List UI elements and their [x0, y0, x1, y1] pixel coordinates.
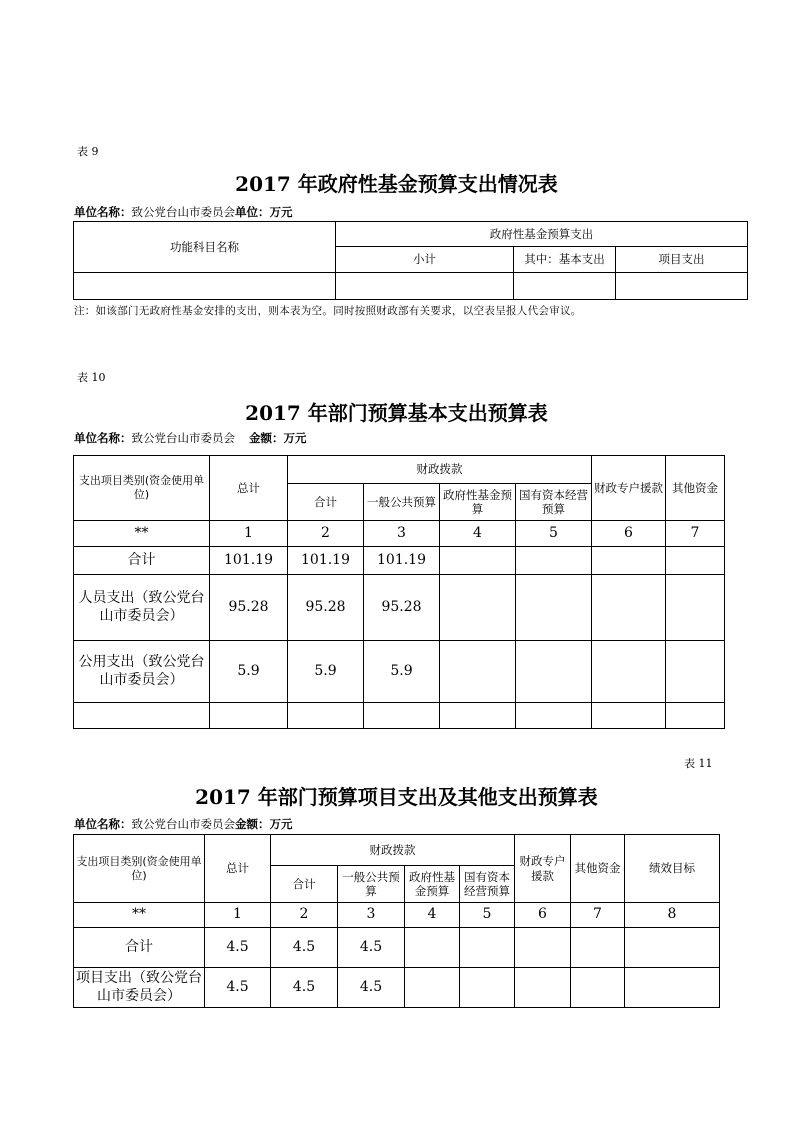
- index-cell: 7: [571, 903, 625, 928]
- header-group: 政府性基金预算支出: [336, 222, 748, 247]
- amount-label: 金额：: [235, 817, 270, 831]
- header-sum: 合计: [288, 484, 364, 521]
- table11-unit-line: [74, 816, 293, 832]
- amount-label: 金额：: [249, 431, 284, 445]
- header-general: 一般公共预算: [338, 866, 405, 903]
- header-special-aid: 财政专户援款: [515, 835, 571, 903]
- row-general: 95.28: [364, 575, 440, 641]
- index-cell: 8: [625, 903, 720, 928]
- unit-name-value: 致公党台山市委员会: [131, 817, 235, 831]
- row-sum: 4.5: [271, 968, 338, 1008]
- table-row: [74, 641, 725, 703]
- header-basic: 其中：基本支出: [514, 247, 616, 273]
- unit-value: 万元: [269, 817, 293, 831]
- row-total: 101.19: [210, 547, 288, 575]
- row-name: 项目支出（致公党台山市委员会）: [74, 968, 205, 1008]
- index-cell: **: [74, 521, 210, 547]
- table9: [73, 221, 748, 300]
- index-cell: 2: [271, 903, 338, 928]
- unit-name-value: 致公党台山市委员会: [131, 431, 235, 445]
- row-total: 4.5: [205, 928, 271, 968]
- row-total: 95.28: [210, 575, 288, 641]
- row-general: 5.9: [364, 641, 440, 703]
- row-general: 101.19: [364, 547, 440, 575]
- header-gov-fund: 政府性基金预算: [405, 866, 460, 903]
- index-cell: 7: [666, 521, 725, 547]
- table-row: [74, 575, 725, 641]
- header-category: 支出项目类别(资金使用单位): [74, 456, 210, 521]
- table-row: [74, 928, 720, 968]
- header-general: 一般公共预算: [364, 484, 440, 521]
- index-cell: **: [74, 903, 205, 928]
- header-total: 总计: [205, 835, 271, 903]
- index-cell: 1: [210, 521, 288, 547]
- row-sum: 101.19: [288, 547, 364, 575]
- header-special-aid: 财政专户援款: [592, 456, 666, 521]
- table11-label: 表 11: [684, 757, 713, 770]
- unit-value: 万元: [283, 431, 307, 445]
- unit-label: 单位：: [235, 205, 270, 219]
- header-other: 其他资金: [666, 456, 725, 521]
- header-gov-fund: 政府性基金预算: [440, 484, 516, 521]
- header-state-capital: 国有资本经营预算: [460, 866, 515, 903]
- table9-label: 表 9: [77, 145, 99, 158]
- header-state-capital: 国有资本经营预算: [516, 484, 592, 521]
- empty-cell: [336, 273, 514, 300]
- table9-unit-line: [74, 204, 293, 220]
- table11: [73, 834, 720, 1008]
- header-sum: 合计: [271, 866, 338, 903]
- row-name: 人员支出（致公党台山市委员会）: [74, 575, 210, 641]
- index-cell: 5: [460, 903, 515, 928]
- index-cell: 1: [205, 903, 271, 928]
- table-row: [74, 703, 725, 729]
- unit-name-label: 单位名称：: [74, 205, 132, 219]
- index-cell: 6: [515, 903, 571, 928]
- row-name: 合计: [74, 928, 205, 968]
- empty-cell: [74, 273, 336, 300]
- unit-name-value: 致公党台山市委员会: [131, 205, 235, 219]
- header-target: 绩效目标: [625, 835, 720, 903]
- table-row: [74, 547, 725, 575]
- index-cell: 3: [364, 521, 440, 547]
- header-project: 项目支出: [616, 247, 748, 273]
- row-sum: 95.28: [288, 575, 364, 641]
- header-subject: 功能科目名称: [74, 222, 336, 273]
- empty-cell: [616, 273, 748, 300]
- header-total: 总计: [210, 456, 288, 521]
- header-other: 其他资金: [571, 835, 625, 903]
- table-row: [74, 968, 720, 1008]
- row-sum: 5.9: [288, 641, 364, 703]
- unit-name-label: 单位名称：: [74, 431, 132, 445]
- row-sum: 4.5: [271, 928, 338, 968]
- header-subtotal: 小计: [336, 247, 514, 273]
- row-general: 4.5: [338, 968, 405, 1008]
- header-group: 财政拨款: [288, 456, 592, 484]
- row-total: 4.5: [205, 968, 271, 1008]
- row-name: 合计: [74, 547, 210, 575]
- index-cell: 3: [338, 903, 405, 928]
- empty-cell: [514, 273, 616, 300]
- table9-title: 2017 年政府性基金预算支出情况表: [235, 172, 558, 196]
- index-cell: 2: [288, 521, 364, 547]
- table10: [73, 455, 725, 729]
- index-cell: 4: [440, 521, 516, 547]
- header-group: 财政拨款: [271, 835, 515, 866]
- table10-unit-line: [74, 430, 307, 446]
- table10-title: 2017 年部门预算基本支出预算表: [245, 401, 548, 425]
- row-total: 5.9: [210, 641, 288, 703]
- row-general: 4.5: [338, 928, 405, 968]
- unit-name-label: 单位名称：: [74, 817, 132, 831]
- index-cell: 5: [516, 521, 592, 547]
- index-cell: 4: [405, 903, 460, 928]
- table11-title: 2017 年部门预算项目支出及其他支出预算表: [195, 785, 598, 809]
- unit-value: 万元: [269, 205, 293, 219]
- table10-label: 表 10: [77, 371, 106, 384]
- row-name: 公用支出（致公党台山市委员会）: [74, 641, 210, 703]
- index-cell: 6: [592, 521, 666, 547]
- table9-note: 注：如该部门无政府性基金安排的支出，则本表为空。同时按照财政部有关要求，以空表呈报人代会审议。: [74, 305, 582, 317]
- header-category: 支出项目类别(资金使用单位): [74, 835, 205, 903]
